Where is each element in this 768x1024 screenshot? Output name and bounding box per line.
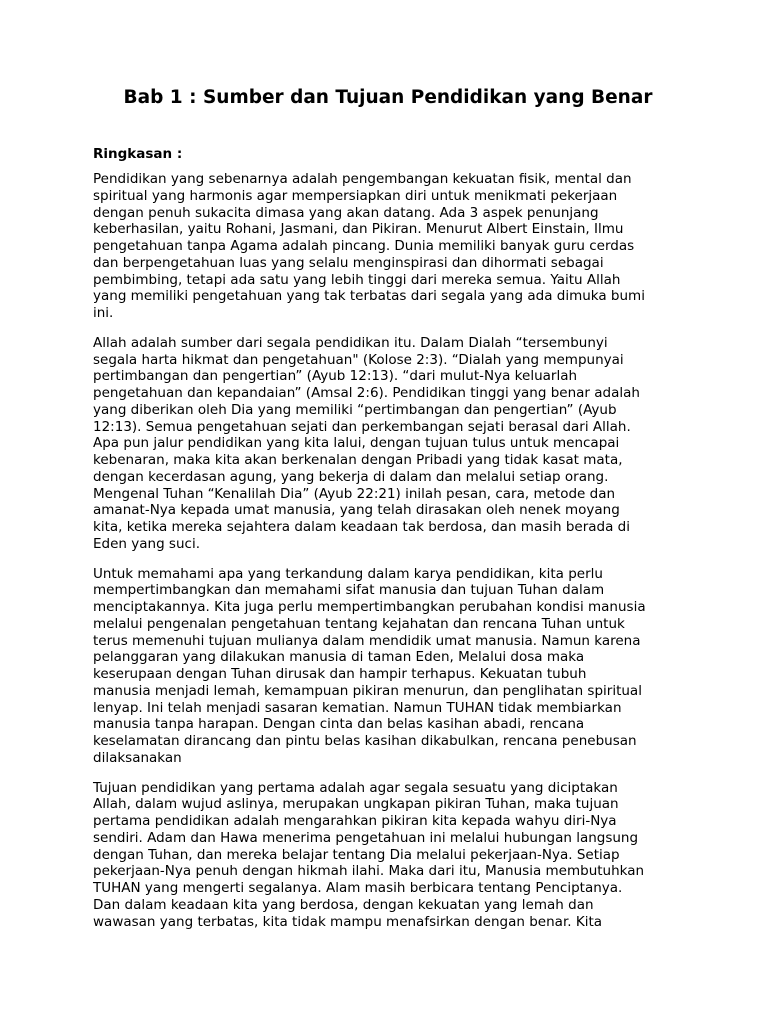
paragraph-line: pertama pendidikan adalah mengarahkan pikiran kita kepada wahyu diri-Nya — [93, 813, 617, 829]
paragraph-line: pekerjaan-Nya penuh dengan hikmah ilahi. Maka dari itu, Manusia membutuhkan — [93, 863, 645, 880]
paragraph-line: Dan dalam keadaan kita yang berdosa, dengan kekuatan yang lemah dan — [93, 896, 594, 913]
paragraph-line: lenyap. Ini telah menjadi sasaran kematian. Namun TUHAN tidak membiarkan — [93, 699, 622, 716]
paragraph-line: Allah, dalam wujud aslinya, merupakan ungkapan pikiran Tuhan, maka tujuan — [93, 796, 619, 813]
paragraph-line: segala harta hikmat dan pengetahuan" (Kolose 2:3). “Dialah yang mempunyai — [93, 351, 624, 368]
paragraph-line: Apa pun jalur pendidikan yang kita lalui, dengan tujuan tulus untuk mencapai — [93, 435, 620, 452]
paragraph-line: pelanggaran yang dilakukan manusia di taman Eden, Melalui dosa maka — [93, 649, 585, 666]
paragraph-line: Eden yang suci. — [93, 535, 200, 552]
paragraph-line: spiritual yang harmonis agar mempersiapkan diri untuk menikmati pekerjaan — [93, 187, 618, 204]
paragraph-line: dengan penuh sukacita dimasa yang akan datang. Ada 3 aspek penunjang — [93, 204, 599, 221]
paragraph-line: Allah adalah sumber dari segala pendidikan itu. Dalam Dialah “tersembunyi — [93, 334, 608, 351]
paragraph-line: amanat-Nya kepada umat manusia, yang telah dirasakan oleh nenek moyang — [93, 502, 620, 519]
paragraph-line: manusia tanpa harapan. Dengan cinta dan belas kasihan abadi, rencana — [93, 716, 585, 733]
paragraph-line: Untuk memahami apa yang terkandung dalam karya pendidikan, kita perlu — [93, 565, 603, 582]
paragraph-line: ini. — [93, 305, 114, 321]
paragraph-line: Tujuan pendidikan yang pertama adalah agar segala sesuatu yang diciptakan — [93, 779, 618, 796]
paragraph-line: pembimbing, tetapi ada satu yang lebih tinggi dari mereka semua. Yaitu Allah — [93, 271, 621, 288]
paragraph-line: yang diberikan oleh Dia yang memiliki “pertimbangan dan pengertian” (Ayub — [93, 401, 617, 418]
paragraph-line: kita, ketika mereka sejahtera dalam keadaan tak berdosa, dan masih berada di — [93, 519, 631, 535]
paragraph-line: dilaksanakan — [93, 749, 182, 766]
paragraph-line: dengan kecerdasan agung, yang bekerja di dalam dan melalui setiap orang. — [93, 468, 609, 485]
document-title: Bab 1 : Sumber dan Tujuan Pendidikan yang Benar — [123, 87, 653, 108]
paragraph-line: yang memiliki pengetahuan yang tak terbatas dari segala yang ada dimuka bumi — [93, 288, 645, 305]
paragraph-line: keberhasilan, yaitu Rohani, Jasmani, dan Pikiran. Menurut Albert Einstain, Ilmu — [93, 221, 624, 238]
paragraph-line: sendiri. Adam dan Hawa menerima pengetahuan ini melalui hubungan langsung — [93, 829, 639, 846]
paragraph-line: keserupaan dengan Tuhan dirusak dan hampir terhapus. Kekuatan tubuh — [93, 666, 587, 682]
paragraph-line: dengan Tuhan, dan mereka belajar tentang Dia melalui pekerjaan-Nya. Setiap — [93, 846, 620, 863]
paragraph-line: manusia menjadi lemah, kemampuan pikiran menurun, dan penglihatan spiritual — [93, 682, 642, 699]
paragraph-line: keselamatan dirancang dan pintu belas kasihan dikabulkan, rencana penebusan — [93, 733, 637, 749]
paragraph-line: Mengenal Tuhan “Kenalilah Dia” (Ayub 22:21) inilah pesan, cara, metode dan — [93, 485, 616, 502]
paragraph-line: pengetahuan dan kepandaian” (Amsal 2:6). Pendidikan tinggi yang benar adalah — [93, 385, 640, 401]
paragraph-line: wawasan yang terbatas, kita tidak mampu menafsirkan dengan benar. Kita — [93, 913, 603, 930]
paragraph-line: Pendidikan yang sebenarnya adalah pengembangan kekuatan fisik, mental dan — [93, 171, 632, 187]
paragraph-line: mempertimbangkan dan memahami sifat manusia dan tujuan Tuhan dalam — [93, 582, 605, 599]
body-paragraph — [93, 780, 683, 931]
paragraph-line: melalui pengenalan pengetahuan tentang kejahatan dan rencana Tuhan untuk — [93, 615, 625, 632]
body-paragraph — [93, 335, 683, 553]
body-paragraph — [93, 171, 683, 322]
document-body — [93, 171, 683, 943]
paragraph-line: 12:13). Semua pengetahuan sejati dan perkembangan sejati berasal dari Allah. — [93, 418, 631, 435]
paragraph-line: kebenaran, maka kita akan berkenalan dengan Pribadi yang tidak kasat mata, — [93, 452, 623, 468]
body-paragraph — [93, 566, 683, 767]
paragraph-line: dan berpengetahuan luas yang selalu menginspirasi dan dihormati sebagai — [93, 254, 604, 271]
paragraph-line: pengetahuan tanpa Agama adalah pincang. Dunia memiliki banyak guru cerdas — [93, 238, 635, 254]
paragraph-line: terus memenuhi tujuan mulianya dalam mendidik umat manusia. Namun karena — [93, 632, 641, 649]
paragraph-line: TUHAN yang mengerti segalanya. Alam masih berbicara tentang Penciptanya. — [93, 880, 623, 896]
summary-heading: Ringkasan : — [93, 146, 183, 162]
paragraph-line: menciptakannya. Kita juga perlu mempertimbangkan perubahan kondisi manusia — [93, 599, 646, 615]
paragraph-line: pertimbangan dan pengertian” (Ayub 12:13). “dari mulut-Nya keluarlah — [93, 368, 578, 385]
